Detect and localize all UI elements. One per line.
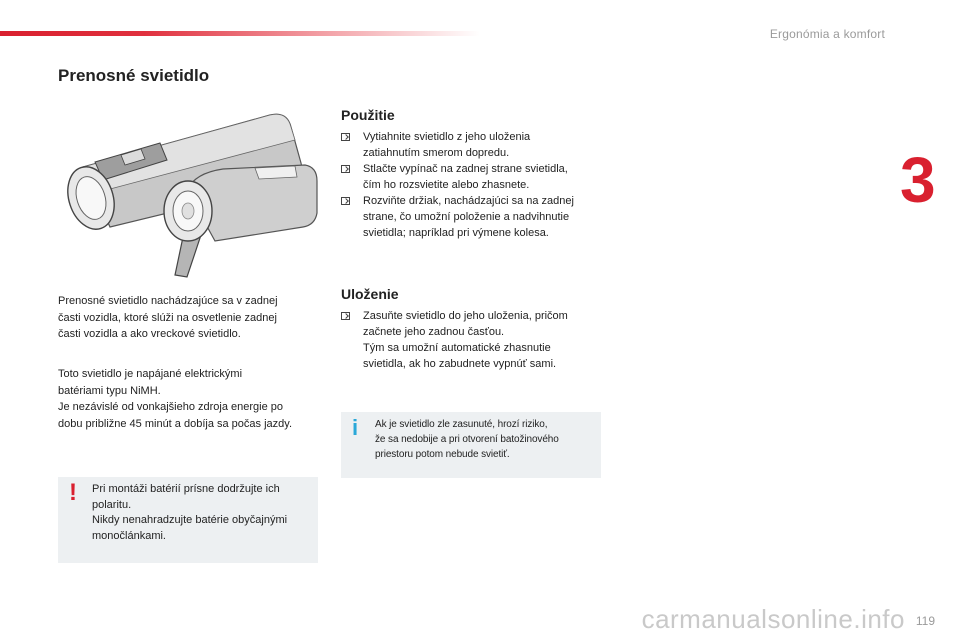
watermark: carmanualsonline.info: [641, 604, 905, 634]
chapter-number: 3: [900, 144, 936, 216]
checkbox-bullet-icon: [341, 197, 350, 205]
battery-paragraph: Toto svietidlo je napájané elektrickými batériami typu NiMH. Je nezávislé od vonkajšieho zdroja energie po dobu približne 45 minút a dobíja sa počas jazdy.: [58, 368, 292, 430]
warning-text: Pri montáži batérií prísne dodržujte ich polaritu. Nikdy nenahradzujte batérie obyčajnými monočlánkami.: [92, 483, 288, 542]
info-icon: i: [352, 415, 359, 440]
warning-exclamation-icon: !: [69, 479, 77, 506]
usage-list: [341, 129, 574, 241]
info-text: Ak je svietidlo zle zasunuté, hrozí riziko, že sa nedobije a pri otvorení batožinového priestoru potom nebude svietiť.: [375, 419, 559, 460]
usage-heading: Použitie: [341, 107, 395, 123]
checkbox-bullet-icon: [341, 133, 350, 141]
section-title: Ergonómia a komfort: [769, 27, 885, 41]
checkbox-bullet-icon: [341, 312, 350, 320]
storage-heading: Uloženie: [341, 286, 399, 302]
info-note: [341, 412, 601, 478]
list-item: Stlačte vypínač na zadnej strane svietidla, čím ho rozsvietite alebo zhasnete.: [341, 161, 574, 193]
list-item: Rozviňte držiak, nachádzajúci sa na zadnej strane, čo umožní položenie a nadvihnutie svietidla; napríklad pri výmene kolesa.: [341, 193, 574, 241]
page-title: Prenosné svietidlo: [58, 66, 210, 85]
intro-paragraph: Prenosné svietidlo nachádzajúce sa v zadnej časti vozidla, ktoré slúži na osvetlenie zadnej časti vozidla a ako vreckové svietidlo.: [58, 295, 278, 340]
list-item: Vytiahnite svietidlo z jeho uloženia zatiahnutím smerom dopredu.: [341, 129, 574, 161]
header-accent-bar: [0, 31, 480, 36]
checkbox-bullet-icon: [341, 165, 350, 173]
lamp-with-stand: [164, 165, 317, 277]
warning-note: [58, 477, 318, 563]
storage-list: [341, 308, 568, 372]
portable-lamp-icon: [55, 105, 320, 280]
list-item: Zasuňte svietidlo do jeho uloženia, pričom začnete jeho zadnou časťou. Tým sa umožní automatické zhasnutie svietidla, ak ho zabudnete vypnúť sami.: [341, 308, 568, 372]
page-number: 119: [915, 614, 935, 628]
